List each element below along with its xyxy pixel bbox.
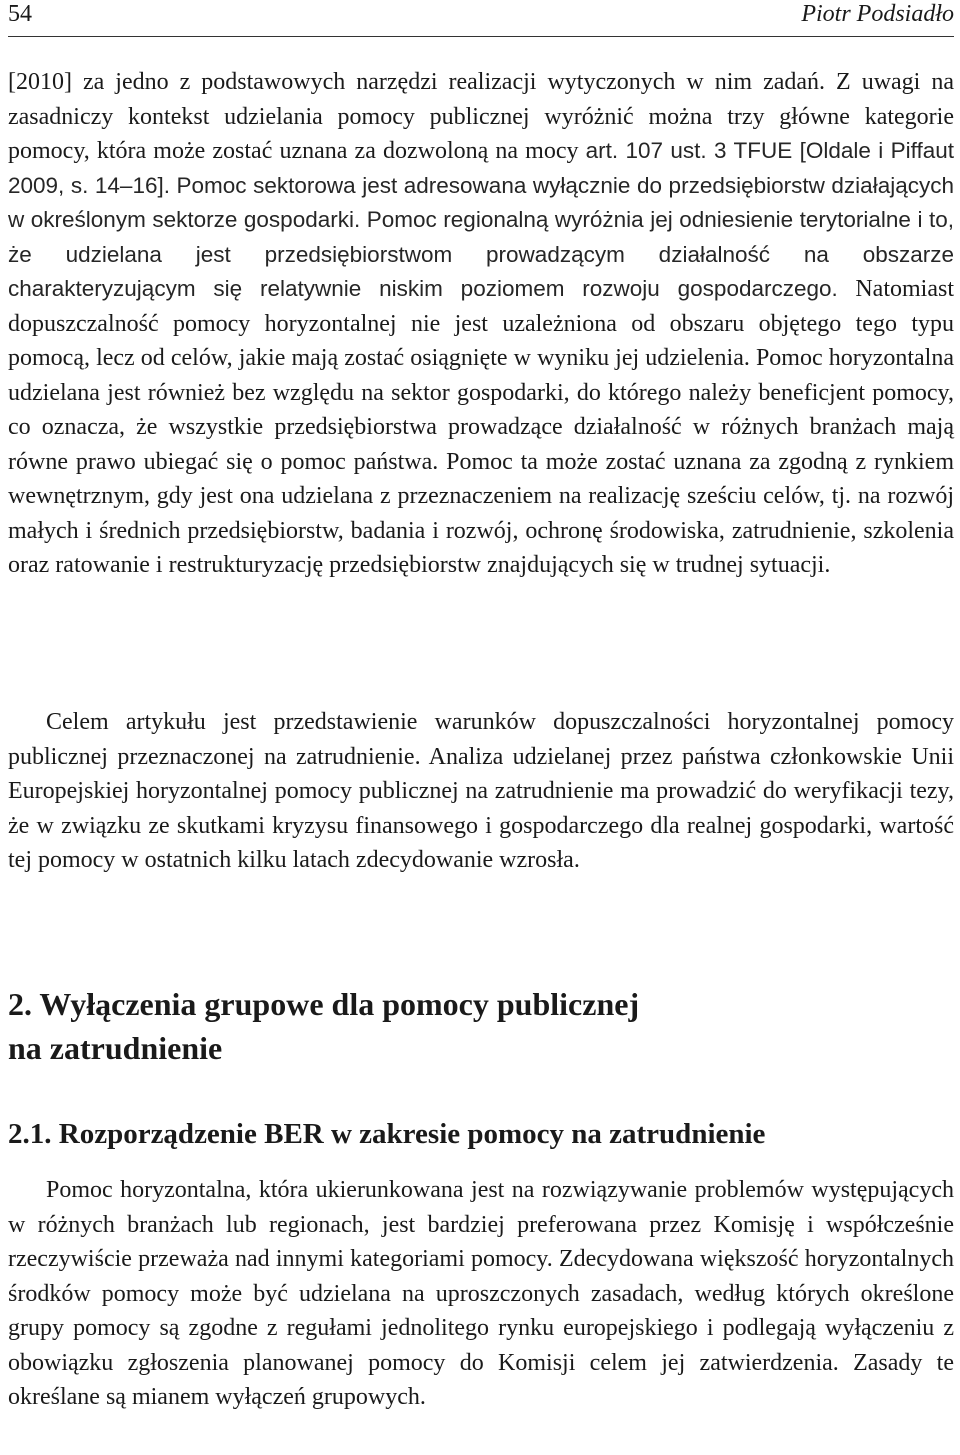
paragraph <box>8 65 954 583</box>
running-header <box>8 0 954 37</box>
body-text-block-1 <box>8 65 954 583</box>
subsection-heading: 2.1. Rozporządzenie BER w zakresie pomocy na zatrudnienie <box>8 1118 766 1150</box>
body-text-block-2 <box>8 705 954 878</box>
section-heading-line: 2. Wyłączenia grupowe dla pomocy publicznej <box>8 986 640 1022</box>
body-text-block-3 <box>8 1173 954 1415</box>
running-header-author: Piotr Podsiadło <box>801 1 954 27</box>
section-heading <box>8 982 954 1070</box>
paragraph-text: Natomiast dopuszczalność pomocy horyzontalnej nie jest uzależniona od obszaru objętego tego typu pomocą, lecz od celów, jakie mają zostać osiągnięte w wyniku jej udzielenia. Pomoc horyzontalna udzielana jest również bez względu na sektor gospodarki, do którego należy beneficjent pomocy, co oznacza, że wszystkie przedsiębiorstwa prowadzące działalność w różnych branżach mają równe prawo ubiegać się o pomoc państwa. Pomoc ta może zostać uznana za zgodną z rynkiem wewnętrznym, gdy jest ona udzielana z przeznaczeniem na realizację sześciu celów, tj. na rozwój małych i średnich przedsiębiorstw, badania i rozwój, ochronę środowiska, zatrudnienie, szkolenia oraz ratowanie i restrukturyzację przedsiębiorstw znajdujących się w trudnej sytuacji. <box>8 276 954 578</box>
paragraph: Celem artykułu jest przedstawienie warunków dopuszczalności horyzontalnej pomocy publicznej przeznaczonej na zatrudnienie. Analiza udzielanej przez państwa członkowskie Unii Europejskiej horyzontalnej pomocy publicznej na zatrudnienie ma prowadzić do weryfikacji tezy, że w związku ze skutkami kryzysu finansowego i gospodarczego dla realnej gospodarki, wartość tej pomocy w ostatnich kilku latach zdecydowanie wzrosła. <box>8 709 954 873</box>
section-heading-line: na zatrudnienie <box>8 1030 223 1066</box>
paragraph: Pomoc horyzontalna, która ukierunkowana jest na rozwiązywanie problemów występujących w różnych branżach lub regionach, jest bardziej preferowana przez Komisję i współcześnie rzeczywiście przeważa nad innymi kategoriami pomocy. Zdecydowana większość horyzontalnych środków pomocy może być udzielana na uproszczonych zasadach, według których określone grupy pomocy są zgodne z regułami jednolitego rynku europejskiego i podlegają wyłączeniu z obowiązku zgłoszenia planowanej pomocy do Komisji celem jej zatwierdzenia. Zasady te określane są mianem wyłączeń grupowych. <box>8 1177 954 1410</box>
paragraph-text: [2010] za jedno z podstawowych narzędzi realizacji wytyczonych w nim zadań. Z uwagi na zasadniczy kontekst udzielania pomocy publicznej wyróżnić można trzy główne kategorie pomocy, która może zostać uznana za dozwoloną na mocy <box>8 69 954 164</box>
page-number: 54 <box>8 1 32 27</box>
paragraph-text-sans: art. 107 ust. 3 TFUE [Oldale i Piffaut 2009, s. 14–16]. Pomoc sektorowa jest adresowana wyłącznie do przedsiębiorstw działających w określonym sektorze gospodarki. Pomoc regionalną wyróżnia jej odniesienie terytorialne i to, że udzielana jest przedsiębiorstwom prowadzącym działalność na obszarze charakteryzującym się relatywnie niskim poziomem rozwoju gospodarczego. <box>8 138 954 301</box>
